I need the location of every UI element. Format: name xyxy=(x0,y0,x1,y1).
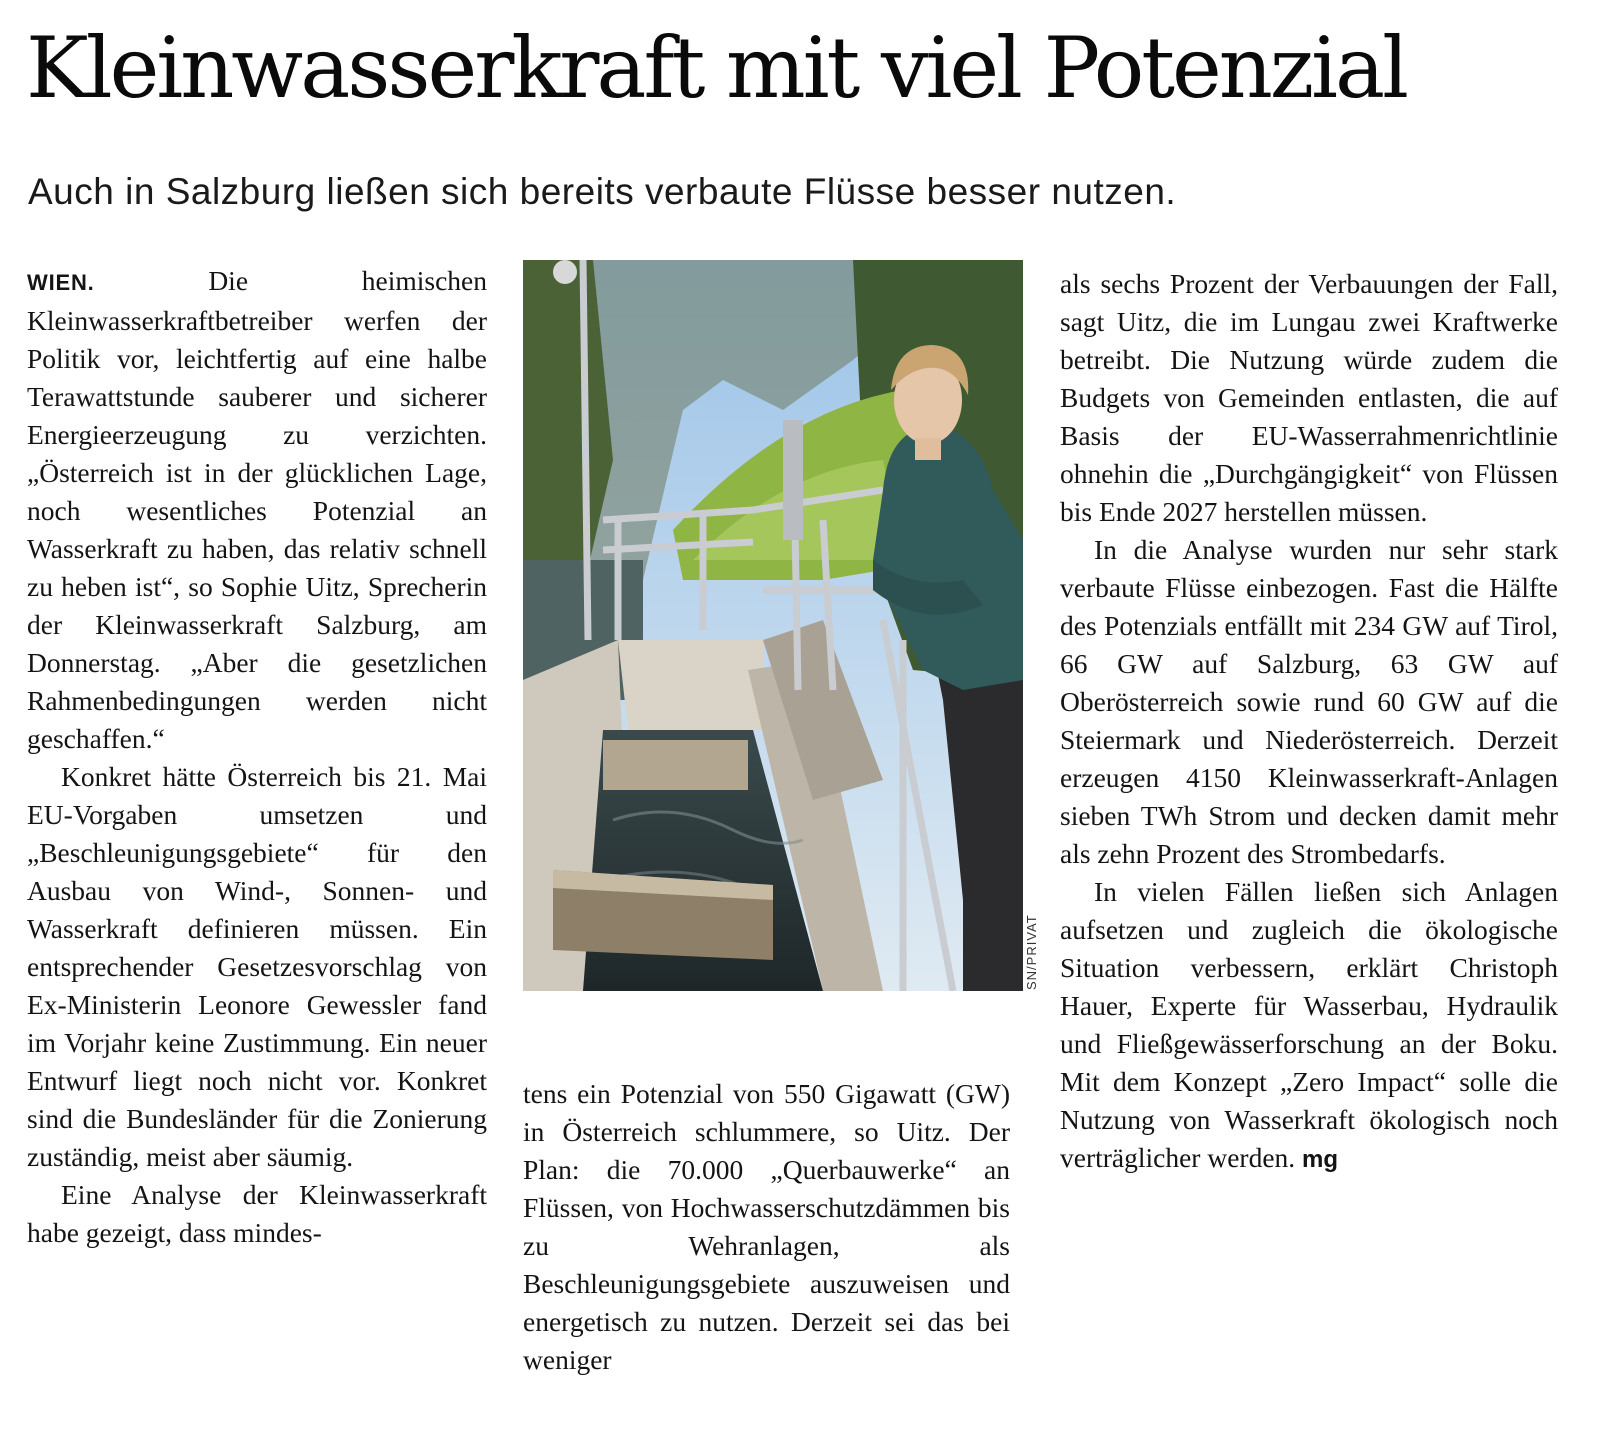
column-1 xyxy=(27,262,487,1252)
subheadline: Auch in Salzburg ließen sich bereits verbaute Flüsse besser nutzen. xyxy=(28,171,1177,212)
paragraph-text: In vielen Fällen ließen sich Anlagen aufsetzen und zugleich die ökologische Situation verbessern, erklärt Christoph Hauer, Experte für Wasserbau, Hydraulik und Fließgewässerforschung an der Boku. Mit dem Konzept „Zero Impact“ solle die Nutzung von Wasserkraft ökologisch noch verträglicher werden. xyxy=(1060,876,1558,1173)
paragraph-text: Die heimischen Kleinwasserkraftbetreiber werfen der Politik vor, leichtfertig auf eine halbe Terawattstunde sauberer und sicherer Energieerzeugung zu verzichten. „Österreich ist in der glücklichen Lage, noch wesentliches Potenzial an Wasserkraft zu haben, das relativ schnell zu heben ist“, so Sophie Uitz, Sprecherin der Kleinwasserkraft Salzburg, am Donnerstag. „Aber die gesetzlichen Rahmenbedingungen werden nicht geschaffen.“ xyxy=(27,265,488,754)
author-initials: mg xyxy=(1302,1146,1339,1173)
column-2 xyxy=(523,1075,1010,1379)
paragraph: tens ein Potenzial von 550 Gigawatt (GW) in Österreich schlummere, so Uitz. Der Plan: die 70.000 „Querbauwerke“ an Flüssen, von Hochwasserschutzdämmen bis zu Wehranlagen, als Beschleunigungsgebiete auszuweisen und energetisch zu nutzen. Derzeit sei das bei weniger xyxy=(523,1078,1010,1375)
photo-credit: SN/PRIVAT xyxy=(1024,914,1039,990)
paragraph: Konkret hätte Österreich bis 21. Mai EU-Vorgaben umsetzen und „Beschleunigungsgebiete“ für den Ausbau von Wind-, Sonnen- und Wasserkraft definieren müssen. Ein entsprechender Gesetzesvorschlag von Ex-Ministerin Leonore Gewessler fand im Vorjahr keine Zustimmung. Ein neuer Entwurf liegt noch nicht vor. Konkret sind die Bundesländer für die Zonierung zuständig, meist aber säumig. xyxy=(27,761,487,1172)
paragraph xyxy=(27,262,487,758)
dateline: WIEN. xyxy=(27,270,95,295)
photo-fish-ladder-with-woman xyxy=(523,260,1023,991)
paragraph: In die Analyse wurden nur sehr stark verbaute Flüsse einbezogen. Fast die Hälfte des Potenzials entfällt mit 234 GW auf Tirol, 66 GW auf Salzburg, 63 GW auf Oberösterreich sowie rund 60 GW auf die Steiermark und Niederösterreich. Derzeit erzeugen 4150 Kleinwasserkraft-Anlagen sieben TWh Strom und decken damit mehr als zehn Prozent des Strombedarfs. xyxy=(1060,534,1558,869)
column-3 xyxy=(1060,265,1558,1179)
article-photo xyxy=(523,260,1023,991)
headline: Kleinwasserkraft mit viel Potenzial xyxy=(26,19,1406,117)
paragraph: Eine Analyse der Kleinwasserkraft habe gezeigt, dass mindes- xyxy=(27,1179,487,1248)
paragraph: als sechs Prozent der Verbauungen der Fall, sagt Uitz, die im Lungau zwei Kraftwerke betreibt. Die Nutzung würde zudem die Budgets von Gemeinden entlasten, die auf Basis der EU-Wasserrahmenrichtlinie ohnehin die „Durchgängigkeit“ von Flüssen bis Ende 2027 herstellen müssen. xyxy=(1060,268,1558,527)
paragraph xyxy=(1060,873,1558,1179)
